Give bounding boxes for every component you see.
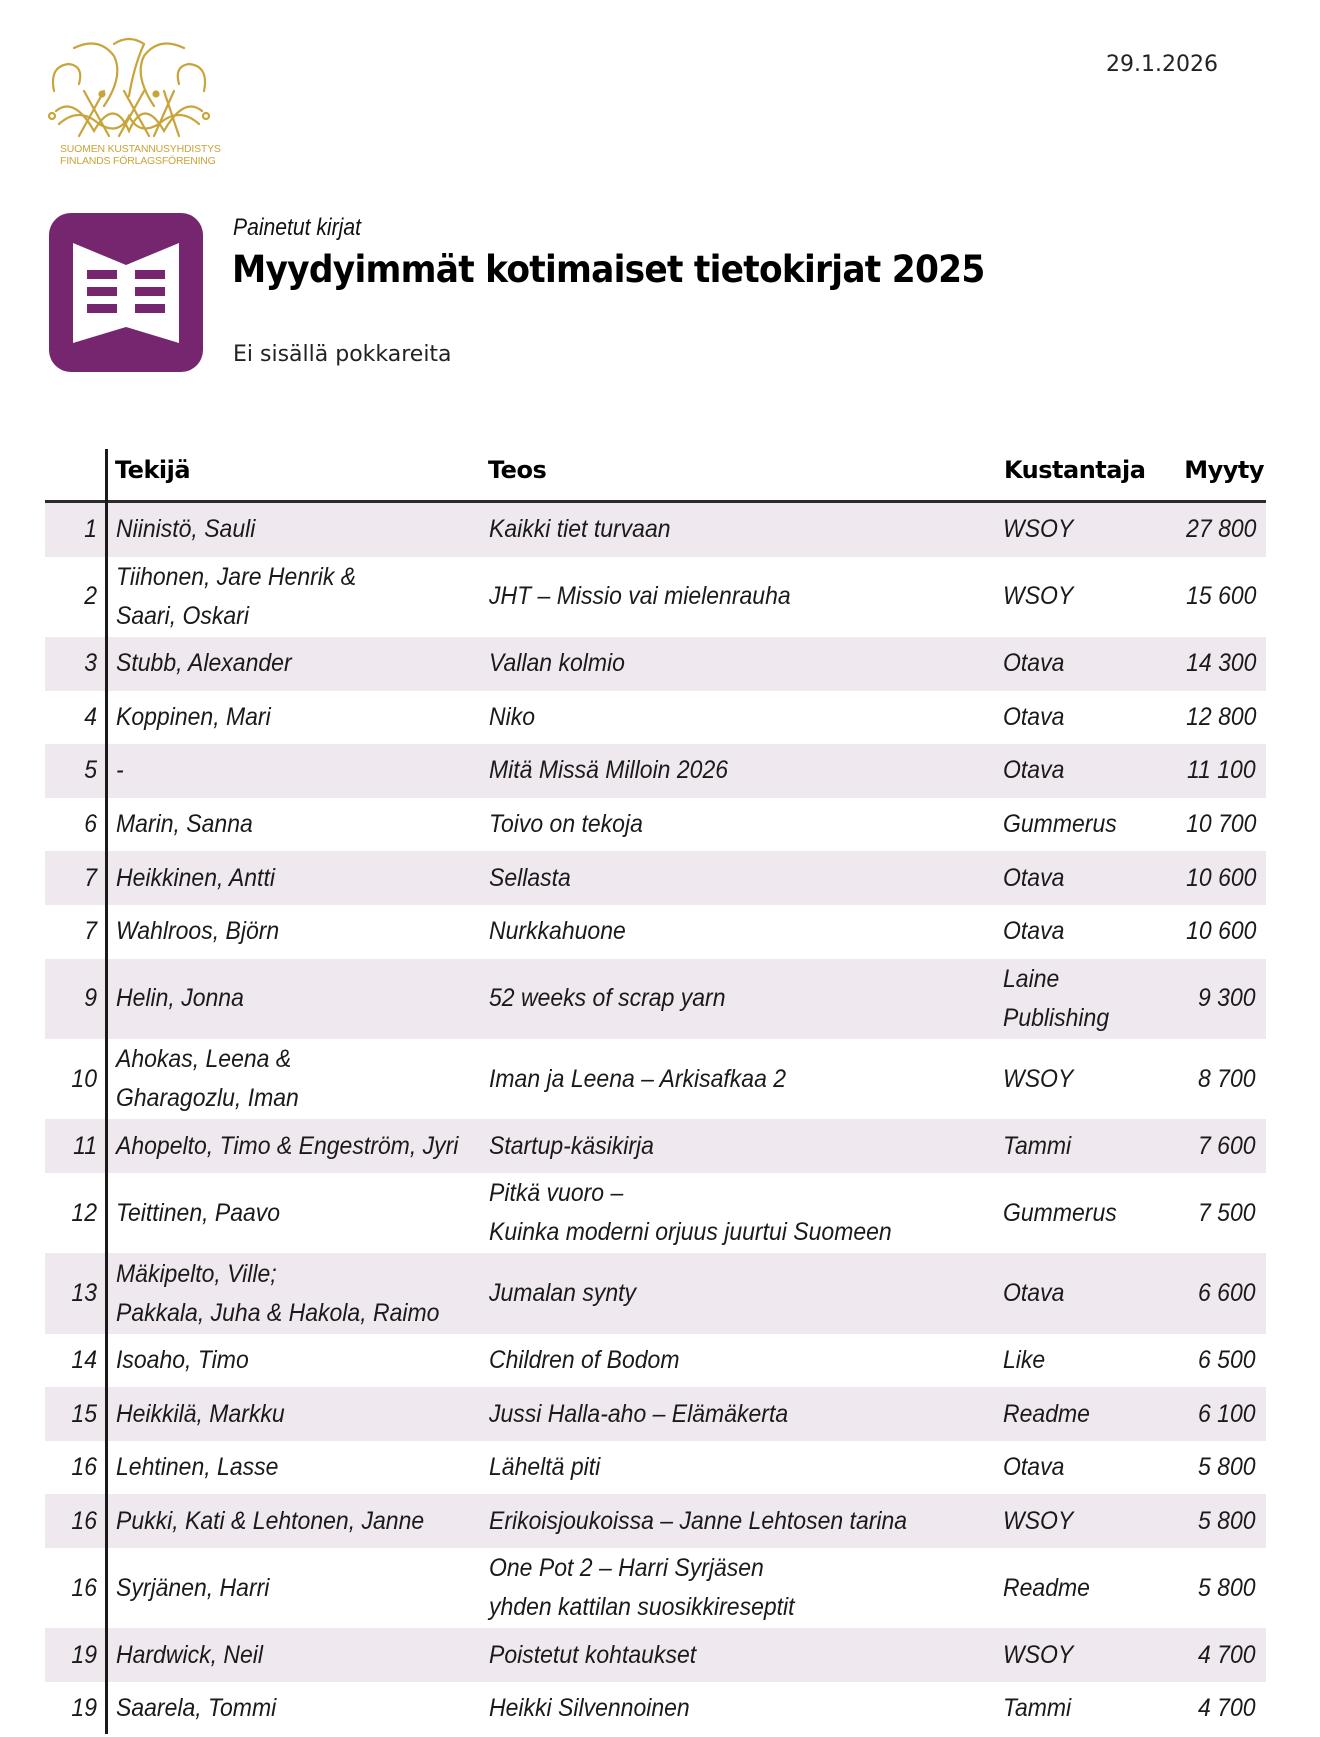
author-cell-line: Niinistö, Sauli (116, 515, 256, 544)
bestseller-table (45, 448, 1266, 1736)
rank-cell-line: 4 (84, 702, 97, 731)
rank-cell (45, 1628, 97, 1682)
table-row (45, 1119, 1266, 1173)
author-cell (116, 744, 124, 798)
rank-cell (45, 851, 97, 905)
publisher-cell (1003, 744, 1070, 798)
publisher-cell-line: Otava (1003, 917, 1065, 946)
publisher-cell (1003, 503, 1079, 557)
publisher-cell (1003, 1387, 1098, 1441)
sold-cell-line: 4 700 (1198, 1694, 1256, 1723)
sold-cell (1193, 1494, 1256, 1548)
author-cell (116, 557, 377, 637)
author-cell-line: Stubb, Alexander (116, 649, 292, 678)
sold-cell-line: 10 600 (1185, 917, 1256, 946)
logo-text-swedish: FINLANDS FÖRLAGSFÖRENING (60, 155, 216, 167)
sold-cell-line: 14 300 (1185, 649, 1256, 678)
rank-cell (45, 1387, 97, 1441)
table-row (45, 1039, 1266, 1119)
publisher-cell (1003, 851, 1070, 905)
table-row (45, 1253, 1266, 1333)
author-cell (116, 959, 255, 1039)
rank-cell-line: 12 (71, 1198, 97, 1227)
table-row (45, 1548, 1266, 1628)
work-cell-line: Iman ja Leena – Arkisafkaa 2 (489, 1064, 787, 1093)
work-cell (489, 503, 686, 557)
publisher-cell-line: Publishing (1003, 1003, 1110, 1032)
work-cell-line: Jumalan synty (489, 1279, 637, 1307)
author-cell-line: Teittinen, Paavo (116, 1198, 281, 1227)
author-cell-line: Wahlroos, Björn (116, 917, 280, 946)
publisher-cell-line: Otava (1003, 1453, 1065, 1482)
rank-cell (45, 798, 97, 852)
author-cell (116, 851, 289, 905)
rank-cell (45, 691, 97, 745)
sold-cell-line: 5 800 (1198, 1453, 1256, 1482)
table-row (45, 1628, 1266, 1682)
table-header (45, 448, 1266, 503)
rank-cell-line: 14 (71, 1346, 97, 1374)
work-cell-line: Erikoisjoukoissa – Janne Lehtosen tarina (489, 1506, 908, 1535)
sold-cell (1193, 1441, 1256, 1495)
rank-cell (45, 503, 97, 557)
work-cell-line: yhden kattilan suosikkireseptit (489, 1593, 795, 1622)
sold-cell-line: 12 800 (1185, 702, 1256, 731)
author-cell (116, 1682, 290, 1736)
author-cell (116, 1253, 468, 1333)
author-cell (116, 798, 265, 852)
sold-cell (1180, 905, 1256, 959)
work-cell-line: Jussi Halla-aho – Elämäkerta (489, 1399, 789, 1428)
sold-cell (1193, 1548, 1256, 1628)
publisher-cell-line: WSOY (1003, 1640, 1074, 1669)
publisher-cell (1003, 905, 1070, 959)
table-row (45, 637, 1266, 691)
rank-cell-line: 15 (71, 1399, 97, 1428)
publisher-cell-line: Otava (1003, 756, 1065, 785)
rank-cell (45, 557, 97, 637)
table-row (45, 851, 1266, 905)
sold-cell-line: 10 600 (1185, 863, 1256, 892)
publisher-cell-line: Tammi (1003, 1131, 1072, 1160)
rank-cell-line: 2 (84, 582, 97, 611)
publisher-cell-line: Tammi (1003, 1694, 1072, 1723)
rank-cell (45, 905, 97, 959)
work-cell (489, 1173, 927, 1253)
author-cell-line: Pukki, Kati & Lehtonen, Janne (116, 1506, 425, 1535)
author-cell-line: Ahokas, Leena & (116, 1045, 292, 1074)
category-label: Painetut kirjat (233, 214, 361, 241)
sold-cell (1193, 1387, 1256, 1441)
work-cell-line: Läheltä piti (489, 1453, 601, 1482)
publisher-cell (1003, 1628, 1079, 1682)
sold-cell (1193, 1039, 1256, 1119)
rank-cell-line: 7 (84, 863, 97, 892)
author-cell-line: Saarela, Tommi (116, 1694, 277, 1723)
sold-cell-line: 5 800 (1198, 1573, 1256, 1602)
rank-cell (45, 744, 97, 798)
column-header-publisher: Kustantaja (1004, 456, 1146, 484)
sold-cell-line: 6 100 (1198, 1399, 1256, 1428)
rank-cell-line: 11 (73, 1131, 97, 1160)
table-row (45, 503, 1266, 557)
work-cell-line: Sellasta (489, 863, 571, 892)
sold-cell (1180, 503, 1256, 557)
author-cell-line: Gharagozlu, Iman (116, 1084, 299, 1113)
author-cell-line: Helin, Jonna (116, 984, 244, 1013)
page-title: Myydyimmät kotimaiset tietokirjat 2025 (232, 248, 985, 291)
sold-cell (1181, 744, 1256, 798)
table-row (45, 1682, 1266, 1736)
rank-cell (45, 1119, 97, 1173)
sold-cell-line: 15 600 (1185, 582, 1256, 611)
table-row (45, 1173, 1266, 1253)
author-cell (116, 503, 267, 557)
rank-column-divider (105, 449, 108, 1734)
publisher-cell (1003, 1119, 1077, 1173)
rank-cell-line: 5 (84, 756, 97, 785)
sold-cell-line: 27 800 (1185, 515, 1256, 544)
sold-cell (1180, 637, 1256, 691)
rank-cell-line: 16 (71, 1573, 97, 1602)
table-body (45, 503, 1266, 1736)
table-row (45, 1494, 1266, 1548)
rank-cell (45, 1548, 97, 1628)
sold-cell (1193, 959, 1256, 1039)
work-cell (489, 1334, 696, 1388)
work-cell-line: Startup-käsikirja (489, 1131, 654, 1160)
publisher-cell-line: Otava (1003, 702, 1065, 731)
work-cell-line: Children of Bodom (489, 1346, 680, 1374)
author-cell (116, 1334, 260, 1388)
table-row (45, 691, 1266, 745)
author-cell-line: Isoaho, Timo (116, 1346, 249, 1374)
author-cell-line: Heikkinen, Antti (116, 863, 275, 892)
work-cell-line: Nurkkahuone (489, 917, 626, 946)
work-cell (489, 1253, 649, 1333)
rank-cell-line: 16 (71, 1453, 97, 1482)
publisher-cell-line: WSOY (1003, 1064, 1074, 1093)
work-cell (489, 1441, 610, 1495)
publisher-cell-line: Otava (1003, 1279, 1065, 1307)
work-cell-line: 52 weeks of scrap yarn (489, 984, 726, 1013)
author-cell (116, 905, 293, 959)
rank-cell (45, 1334, 97, 1388)
sold-cell (1180, 798, 1256, 852)
author-cell (116, 691, 284, 745)
work-cell (489, 798, 656, 852)
publisher-cell (1003, 557, 1079, 637)
author-cell-line: Marin, Sanna (116, 810, 253, 839)
author-cell (116, 1119, 488, 1173)
sold-cell (1193, 1334, 1256, 1388)
author-cell (116, 1628, 276, 1682)
publisher-cell (1003, 798, 1127, 852)
author-cell-line: Ahopelto, Timo & Engeström, Jyri (116, 1131, 459, 1160)
publisher-cell (1003, 1494, 1079, 1548)
sold-cell (1193, 1173, 1256, 1253)
work-cell-line: Niko (489, 702, 536, 731)
publisher-cell (1003, 691, 1070, 745)
rank-cell-line: 9 (84, 984, 97, 1013)
work-cell (489, 557, 817, 637)
sold-cell-line: 4 700 (1198, 1640, 1256, 1669)
rank-cell (45, 1173, 97, 1253)
rank-cell (45, 959, 97, 1039)
rank-cell (45, 1494, 97, 1548)
publisher-cell-line: Gummerus (1003, 810, 1117, 839)
monogram-icon (44, 36, 214, 141)
column-header-work: Teos (488, 456, 547, 484)
work-cell (489, 851, 578, 905)
work-cell (489, 959, 746, 1039)
rank-cell (45, 1682, 97, 1736)
work-cell (489, 691, 539, 745)
author-cell-line: Lehtinen, Lasse (116, 1453, 279, 1482)
author-cell-line: Syrjänen, Harri (116, 1573, 270, 1602)
scope-note: Ei sisällä pokkareita (233, 342, 452, 367)
work-cell-line: Kaikki tiet turvaan (489, 515, 671, 544)
work-cell (489, 637, 637, 691)
publisher-cell (1003, 1253, 1070, 1333)
author-cell (116, 1494, 451, 1548)
column-header-author: Tekijä (115, 456, 191, 484)
publisher-cell-line: Otava (1003, 649, 1065, 678)
sold-cell (1193, 1253, 1256, 1333)
sold-cell-line: 6 500 (1198, 1346, 1256, 1374)
work-cell-line: Vallan kolmio (489, 649, 625, 678)
publisher-cell (1003, 1548, 1098, 1628)
rank-cell-line: 13 (71, 1279, 97, 1307)
work-cell-line: One Pot 2 – Harri Syrjäsen (489, 1554, 764, 1583)
sold-cell (1180, 557, 1256, 637)
sold-cell-line: 6 600 (1198, 1279, 1256, 1307)
table-row (45, 1387, 1266, 1441)
author-cell (116, 1387, 299, 1441)
rank-cell-line: 6 (84, 810, 97, 839)
publisher-cell (1003, 1173, 1127, 1253)
work-cell (489, 905, 638, 959)
work-cell-line: Mitä Missä Milloin 2026 (489, 756, 729, 785)
work-cell (489, 1494, 943, 1548)
table-row (45, 959, 1266, 1039)
author-cell (116, 1441, 293, 1495)
work-cell (489, 1628, 714, 1682)
logo-text-finnish: SUOMEN KUSTANNUSYHDISTYS (60, 143, 221, 155)
author-cell-line: Saari, Oskari (116, 601, 249, 630)
rank-cell-line: 7 (84, 917, 97, 946)
work-cell-line: Pitkä vuoro – (489, 1179, 624, 1208)
author-cell (116, 1548, 283, 1628)
publisher-cell-line: Readme (1003, 1573, 1090, 1602)
sold-cell-line: 7 600 (1198, 1131, 1256, 1160)
publisher-cell-line: Gummerus (1003, 1198, 1117, 1227)
rank-cell-line: 10 (71, 1064, 97, 1093)
publisher-association-logo (44, 36, 221, 172)
sold-cell-line: 8 700 (1198, 1064, 1256, 1093)
sold-cell-line: 9 300 (1198, 984, 1256, 1013)
work-cell (489, 744, 749, 798)
work-cell-line: Toivo on tekoja (489, 810, 643, 839)
table-row (45, 557, 1266, 637)
rank-cell-line: 3 (84, 649, 97, 678)
rank-cell-line: 16 (71, 1506, 97, 1535)
publisher-cell (1003, 1441, 1070, 1495)
report-date: 29.1.2026 (1106, 52, 1218, 77)
work-cell-line: Heikki Silvennoinen (489, 1694, 690, 1723)
table-row (45, 1441, 1266, 1495)
publisher-cell-line: Otava (1003, 863, 1065, 892)
work-cell-line: Kuinka moderni orjuus juurtui Suomeen (489, 1218, 892, 1247)
publisher-cell-line: WSOY (1003, 515, 1074, 544)
publisher-cell (1003, 959, 1118, 1039)
publisher-cell-line: WSOY (1003, 1506, 1074, 1535)
publisher-cell-line: WSOY (1003, 582, 1074, 611)
publisher-cell (1003, 1039, 1079, 1119)
author-cell-line: Mäkipelto, Ville; (116, 1259, 277, 1288)
sold-cell-line: 11 100 (1187, 756, 1256, 785)
rank-cell (45, 637, 97, 691)
work-cell (489, 1387, 814, 1441)
sold-cell (1193, 1119, 1256, 1173)
table-row (45, 1334, 1266, 1388)
sold-cell (1180, 691, 1256, 745)
author-cell-line: Hardwick, Neil (116, 1640, 263, 1669)
open-book-icon (49, 213, 203, 372)
sold-cell-line: 5 800 (1198, 1506, 1256, 1535)
rank-cell (45, 1253, 97, 1333)
rank-cell-line: 1 (84, 515, 97, 544)
publisher-cell-line: Readme (1003, 1399, 1090, 1428)
sold-cell-line: 7 500 (1198, 1198, 1256, 1227)
publisher-cell (1003, 1334, 1049, 1388)
author-cell-line: Koppinen, Mari (116, 702, 271, 731)
work-cell (489, 1119, 668, 1173)
table-row (45, 744, 1266, 798)
column-header-sold: Myyty (1184, 456, 1264, 484)
author-cell-line: Heikkilä, Markku (116, 1399, 285, 1428)
table-row (45, 905, 1266, 959)
author-cell (116, 1173, 294, 1253)
sold-cell-line: 10 700 (1185, 810, 1256, 839)
work-cell (489, 1548, 821, 1628)
rank-cell-line: 19 (71, 1640, 97, 1669)
sold-cell (1180, 851, 1256, 905)
author-cell-line: - (116, 756, 124, 785)
work-cell-line: JHT – Missio vai mielenrauha (489, 582, 791, 611)
publisher-cell-line: Laine (1003, 964, 1060, 993)
publisher-cell-line: Like (1003, 1346, 1046, 1374)
sold-cell (1193, 1682, 1256, 1736)
author-cell (116, 637, 307, 691)
table-row (45, 798, 1266, 852)
rank-cell-line: 19 (71, 1694, 97, 1723)
author-cell (116, 1039, 315, 1119)
work-cell (489, 1682, 707, 1736)
publisher-cell (1003, 1682, 1077, 1736)
author-cell-line: Tiihonen, Jare Henrik & (116, 562, 357, 591)
author-cell-line: Pakkala, Juha & Hakola, Raimo (116, 1298, 440, 1327)
rank-cell (45, 1039, 97, 1119)
work-cell-line: Poistetut kohtaukset (489, 1640, 697, 1669)
sold-cell (1193, 1628, 1256, 1682)
work-cell (489, 1039, 812, 1119)
publisher-cell (1003, 637, 1070, 691)
rank-cell (45, 1441, 97, 1495)
